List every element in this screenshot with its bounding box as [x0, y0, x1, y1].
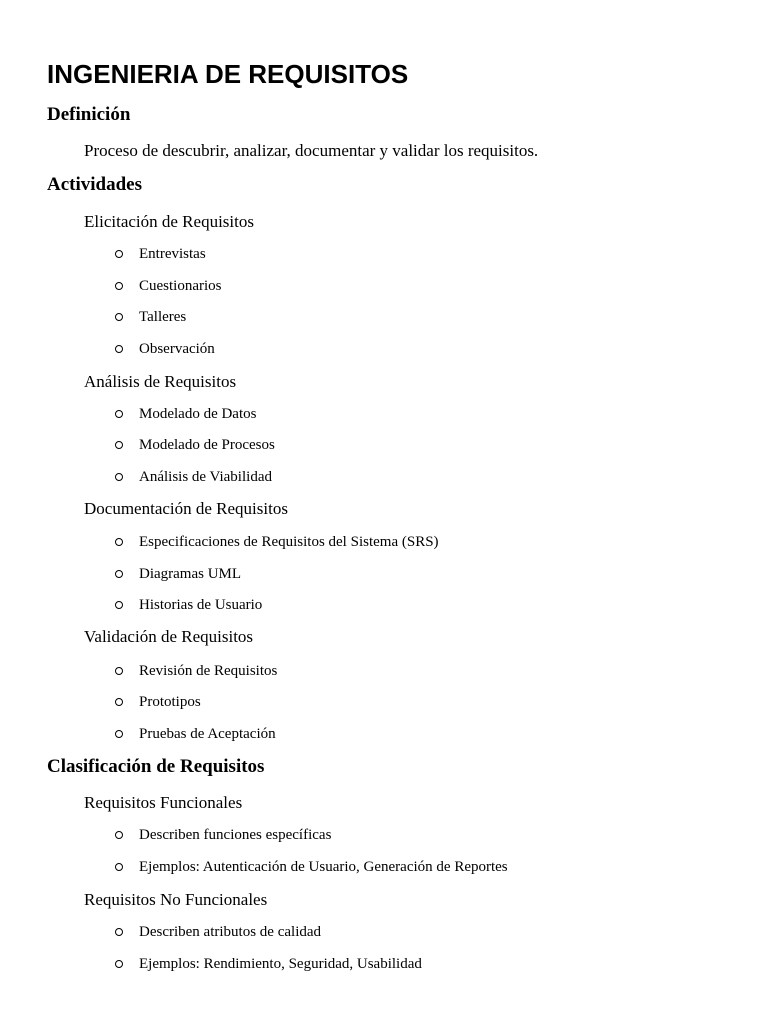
list-item-label: Análisis de Viabilidad — [139, 469, 272, 485]
definition-text: Proceso de descubrir, analizar, documentar y validar los requisitos. — [84, 141, 539, 160]
bullet-circle-icon — [115, 928, 123, 936]
subheading-analisis: Análisis de Requisitos — [84, 372, 237, 391]
subheading-no-funcionales: Requisitos No Funcionales — [84, 890, 268, 909]
list-item-label: Especificaciones de Requisitos del Sistema (SRS) — [139, 534, 439, 550]
list-item — [0, 661, 768, 683]
list-item-label: Describen funciones específicas — [139, 827, 332, 843]
list-item-label: Revisión de Requisitos — [139, 663, 278, 679]
list-item-label: Pruebas de Aceptación — [139, 726, 276, 742]
list-item — [0, 564, 768, 586]
bullet-circle-icon — [115, 473, 123, 481]
document-title: INGENIERIA DE REQUISITOS — [47, 59, 409, 89]
subheading-validacion: Validación de Requisitos — [84, 627, 254, 646]
list-item-label: Describen atributos de calidad — [139, 924, 322, 940]
bullet-circle-icon — [115, 667, 123, 675]
list-item-label: Cuestionarios — [139, 278, 222, 294]
list-item — [0, 922, 768, 944]
bullet-circle-icon — [115, 282, 123, 290]
list-item — [0, 435, 768, 457]
list-item — [0, 825, 768, 847]
bullet-circle-icon — [115, 313, 123, 321]
list-item — [0, 244, 768, 266]
list-item-label: Observación — [139, 341, 215, 357]
list-item-label: Historias de Usuario — [139, 597, 263, 613]
list-item — [0, 467, 768, 489]
bullet-circle-icon — [115, 410, 123, 418]
heading-definicion: Definición — [47, 104, 131, 125]
bullet-circle-icon — [115, 250, 123, 258]
bullet-circle-icon — [115, 601, 123, 609]
heading-clasificacion: Clasificación de Requisitos — [47, 756, 265, 777]
list-item-label: Prototipos — [139, 694, 201, 710]
bullet-circle-icon — [115, 345, 123, 353]
bullet-circle-icon — [115, 538, 123, 546]
list-item-label: Diagramas UML — [139, 566, 242, 582]
list-item-label: Modelado de Datos — [139, 406, 257, 422]
list-item — [0, 857, 768, 879]
list-item-label: Talleres — [139, 309, 187, 325]
list-item — [0, 724, 768, 746]
list-item-label: Ejemplos: Rendimiento, Seguridad, Usabilidad — [139, 956, 422, 972]
list-item — [0, 595, 768, 617]
bullet-circle-icon — [115, 730, 123, 738]
list-item-label: Entrevistas — [139, 246, 206, 262]
bullet-circle-icon — [115, 570, 123, 578]
bullet-circle-icon — [115, 863, 123, 871]
list-item-label: Ejemplos: Autenticación de Usuario, Generación de Reportes — [139, 859, 508, 875]
subheading-funcionales: Requisitos Funcionales — [84, 793, 243, 812]
bullet-circle-icon — [115, 698, 123, 706]
heading-actividades: Actividades — [47, 174, 142, 195]
list-item — [0, 276, 768, 298]
list-item — [0, 954, 768, 976]
list-item — [0, 404, 768, 426]
list-item — [0, 339, 768, 361]
list-item — [0, 307, 768, 329]
list-item-label: Modelado de Procesos — [139, 437, 275, 453]
bullet-circle-icon — [115, 441, 123, 449]
bullet-circle-icon — [115, 831, 123, 839]
subheading-documentacion: Documentación de Requisitos — [84, 499, 288, 518]
list-item — [0, 692, 768, 714]
bullet-circle-icon — [115, 960, 123, 968]
subheading-elicitacion: Elicitación de Requisitos — [84, 212, 254, 231]
list-item — [0, 532, 768, 554]
